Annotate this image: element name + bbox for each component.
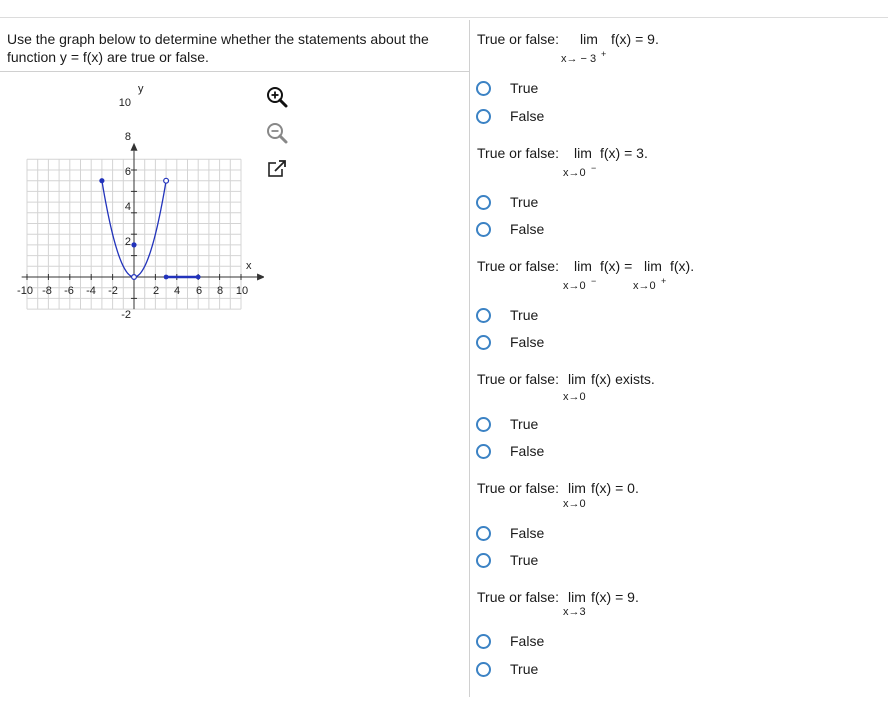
option-label: True — [510, 416, 539, 432]
lim-operator: lim — [574, 145, 592, 161]
top-divider — [0, 17, 888, 18]
question-expression: f(x) exists. — [591, 371, 655, 387]
x-tick-label: 8 — [216, 285, 224, 297]
lim-subscript: x→0 — [563, 280, 586, 292]
radio-button[interactable] — [476, 526, 491, 541]
question-prefix: True or false: — [477, 31, 559, 47]
function-curve — [99, 178, 200, 279]
x-tick-label: -8 — [42, 285, 52, 297]
option-label: False — [510, 221, 545, 237]
lim-operator: lim — [568, 371, 586, 387]
lim-superscript: + — [601, 49, 607, 59]
x-tick-label: 4 — [173, 285, 181, 297]
option-label: False — [510, 108, 545, 124]
lim-operator: lim — [568, 480, 586, 496]
question-prefix: True or false: — [477, 480, 559, 496]
closed-point — [131, 242, 136, 247]
y-tick-label: 10 — [118, 97, 131, 109]
instructions-text: Use the graph below to determine whether the statements about the function y = f(x) are true or false. — [7, 31, 429, 65]
option-label: True — [510, 552, 539, 568]
y-tick-label: 4 — [124, 201, 131, 213]
y-tick-label: 6 — [124, 166, 131, 178]
lim-superscript: − — [591, 163, 597, 173]
lim-operator: lim — [568, 589, 586, 605]
radio-button[interactable] — [476, 81, 491, 96]
y-axis-label: y — [138, 83, 144, 95]
option-label: True — [510, 307, 539, 323]
zoom-out-icon[interactable] — [264, 120, 290, 146]
option-label: False — [510, 334, 545, 350]
zoom-in-icon[interactable] — [264, 84, 290, 110]
column-divider — [469, 20, 470, 697]
graph-axes — [22, 143, 264, 309]
closed-point — [164, 275, 169, 280]
lim-subscript: x→0 — [563, 391, 586, 403]
popout-icon[interactable] — [264, 156, 290, 182]
question-expression: f(x) = 9. — [611, 31, 659, 47]
lim-subscript: x→0 — [563, 167, 586, 179]
open-point — [164, 178, 169, 183]
radio-button[interactable] — [476, 109, 491, 124]
question-expression: f(x) = 3. — [600, 145, 648, 161]
option-label: True — [510, 661, 539, 677]
x-axis-label: x — [246, 260, 252, 272]
y-tick-label: 8 — [124, 131, 131, 143]
radio-button[interactable] — [476, 553, 491, 568]
option-label: False — [510, 443, 545, 459]
x-tick-label: -4 — [86, 285, 96, 297]
y-tick-label: -2 — [121, 309, 131, 321]
instructions-divider — [0, 71, 469, 72]
lim-subscript: x→0 — [563, 498, 586, 510]
option-label: True — [510, 80, 539, 96]
open-point — [132, 275, 137, 280]
question-expression: f(x) = — [600, 258, 633, 274]
lim-superscript-2: + — [661, 276, 667, 286]
x-tick-label: 2 — [152, 285, 160, 297]
closed-point — [99, 178, 104, 183]
radio-button[interactable] — [476, 308, 491, 323]
lim-superscript: − — [591, 276, 597, 286]
radio-button[interactable] — [476, 222, 491, 237]
lim-subscript: x→3 — [563, 606, 586, 618]
lim-subscript: x→ − 3 — [561, 53, 597, 65]
x-tick-label: 10 — [235, 285, 249, 297]
question-2 — [477, 145, 648, 179]
radio-button[interactable] — [476, 417, 491, 432]
function-graph — [14, 82, 264, 322]
closed-point — [196, 275, 201, 280]
radio-button[interactable] — [476, 444, 491, 459]
question-prefix: True or false: — [477, 371, 559, 387]
x-tick-label: -6 — [64, 285, 74, 297]
lim-operator: lim — [574, 258, 592, 274]
lim-operator-2: lim — [644, 258, 662, 274]
radio-button[interactable] — [476, 662, 491, 677]
lim-operator: lim — [580, 31, 598, 47]
x-axis-arrow — [257, 274, 264, 281]
question-1 — [477, 31, 659, 65]
question-6 — [477, 589, 639, 618]
option-label: False — [510, 525, 545, 541]
question-prefix: True or false: — [477, 258, 559, 274]
question-expression-2: f(x). — [670, 258, 695, 274]
option-label: False — [510, 633, 545, 649]
question-expression: f(x) = 9. — [591, 589, 639, 605]
question-prefix: True or false: — [477, 589, 559, 605]
question-expression: f(x) = 0. — [591, 480, 639, 496]
radio-button[interactable] — [476, 634, 491, 649]
x-tick-label: 6 — [195, 285, 203, 297]
x-tick-label: -10 — [17, 285, 33, 297]
radio-button[interactable] — [476, 195, 491, 210]
radio-button[interactable] — [476, 335, 491, 350]
option-label: True — [510, 194, 539, 210]
question-5 — [477, 480, 639, 510]
question-4 — [477, 371, 655, 403]
y-axis-arrow — [131, 143, 138, 151]
y-tick-label: 2 — [124, 236, 131, 248]
question-3 — [477, 258, 695, 292]
question-prefix: True or false: — [477, 145, 559, 161]
lim-subscript-2: x→0 — [633, 280, 656, 292]
x-tick-label: -2 — [108, 285, 118, 297]
